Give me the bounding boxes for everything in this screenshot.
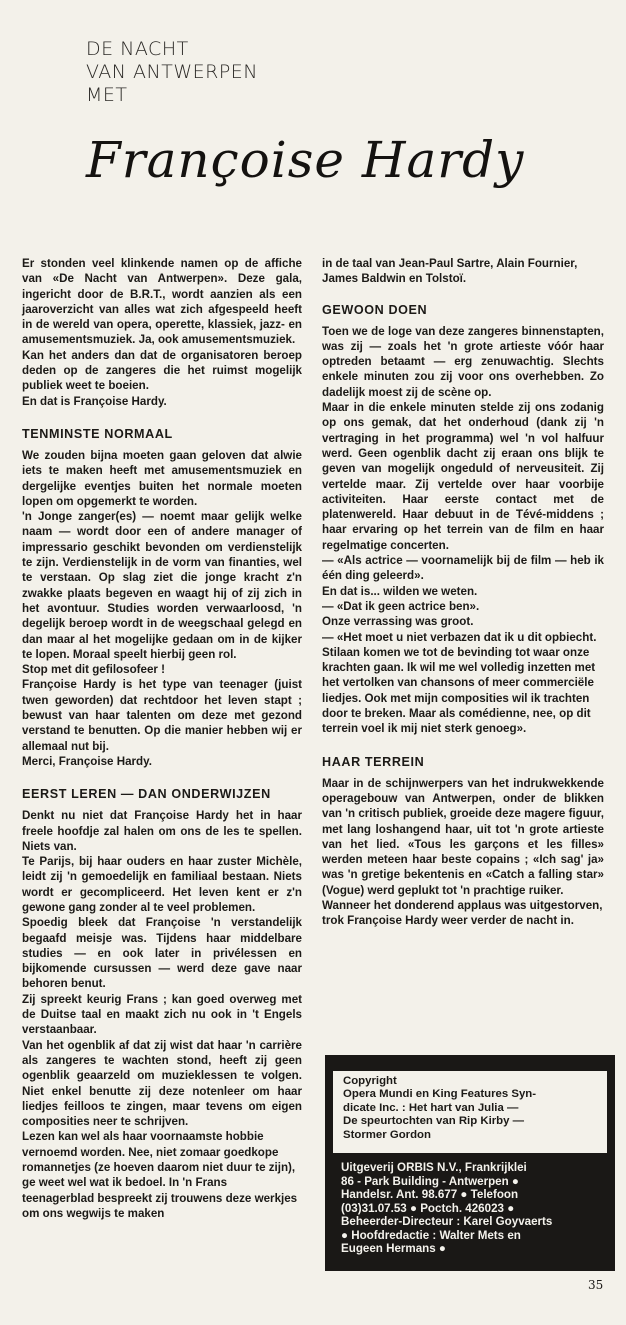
copyright-line: dicate Inc. : Het hart van Julia —	[343, 1101, 519, 1114]
paragraph: 'n Jonge zanger(es) — noemt maar gelijk welke naam — wordt door een of andere manager of impressario geschikt bevonden om verdienstelijk te zijn. Verdienstelijk in de vorm van finanties, wel te verstaan. Op slag ziet die jonge kracht z'n zwakke plaats begeven en waagt hij of zij zich in het avontuur. Studies worden verwaarloosd, 'n degelijk beroep wordt in de weegschaal gelegd en dan maar al het mogelijke gedaan om in de kijker te lopen. Moraal speelt hierbij geen rol.	[22, 510, 302, 661]
paragraph: Wanneer het donderend applaus was uitgestorven, trok Françoise Hardy weer verder de nacht in.	[322, 898, 603, 928]
publisher-line: Beheerder-Directeur : Karel Goyvaerts	[341, 1215, 553, 1228]
paragraph: Te Parijs, bij haar ouders en haar zuster Michèle, leidt zij 'n gemoedelijk en familiaal bestaan. Niets wordt er gecompliceerd. Het leven kent er z'n gewone gang zonder al te veel problemen.	[22, 855, 302, 914]
page-number: 35	[588, 1278, 604, 1292]
section-heading: HAAR TERREIN	[322, 754, 425, 769]
paragraph: Kan het anders dan dat de organisatoren beroep deden op de zangeres die het ruimst mogelijk publiek weet te boeien.	[22, 348, 302, 393]
publisher-line: (03)31.07.53 ● Poctch. 426023 ●	[341, 1201, 515, 1215]
copyright-line: De speurtochten van Rip Kirby —	[343, 1115, 525, 1128]
section-heading: EERST LEREN — DAN ONDERWIJZEN	[22, 787, 271, 802]
paragraph: En dat is... wilden we weten.	[322, 584, 478, 598]
section-heading: GEWOON DOEN	[322, 302, 428, 317]
copyright-line: Opera Mundi en King Features Syn-	[343, 1088, 537, 1101]
article-kicker	[86, 38, 258, 107]
copyright-line: Copyright	[343, 1075, 397, 1087]
paragraph: Zij spreekt keurig Frans ; kan goed overweg met de Duitse taal en maakt zich nu ook in 't Engels verstaanbaar.	[22, 992, 302, 1037]
paragraph: Spoedig bleek dat Françoise 'n verstandelijk begaafd meisje was. Tijdens haar middelbare studies — en ook later in privélessen en bijkomende cursussen — werd deze gave naar behoren benut.	[22, 916, 302, 991]
publisher-line: ● Hoofdredactie : Walter Mets en	[341, 1228, 521, 1242]
paragraph: Maar in die enkele minuten stelde zij ons zodanig op ons gemak, dat het onderhoud (dank zij 'n vertraging in het programma) wel 'n vol halfuur werd. Geen ogenblik dacht zij eraan ons blijk te geven van mogelijk ongeduld of nerveusiteit. Zij vertelde maar. Zij vertelde over haar voorbije activiteiten. Haar eerste contact met de platenwereld. Haar debuut in de Tévé-middens ; haar ervaring op het terrein van de film en haar regelmatige concerten.	[322, 401, 604, 552]
section-heading: TENMINSTE NORMAAL	[22, 426, 173, 441]
colophon-box	[325, 1055, 615, 1271]
article-title-name: Françoise Hardy	[86, 131, 525, 189]
paragraph: — «Het moet u niet verbazen dat ik u dit opbiecht. Stilaan komen we tot de bevinding tot waar onze krachten gaan. Ik wil me wel volledig inzetten met het vertolken van chansons of meer commerciële liedjes. Ook met mijn composities wil ik trachten door te breken. Maar als comédienne, nee, op dit terrein voel ik mij niet sterk genoeg».	[322, 630, 597, 736]
paragraph: Lezen kan wel als haar voornaamste hobbie vernoemd worden. Nee, niet zomaar goedkope romannetjes (ze hoeven daarom niet duur te zijn), ge weet wel wat ik bedoel. In 'n Frans teenagerblad bespreekt zij trouwens deze werkjes om ons wegwijs te maken	[22, 1130, 298, 1220]
paragraph: in de taal van Jean-Paul Sartre, Alain Fournier, James Baldwin en Tolstoï.	[322, 257, 578, 286]
kicker-line: VAN ANTWERPEN	[86, 61, 259, 83]
paragraph: — «Dat ik geen actrice ben».	[322, 599, 480, 613]
paragraph: Françoise Hardy is het type van teenager (juist twen geworden) dat rechtdoor het leven stapt ; bewust van haar talenten om deze met gezond verstand te benutten. Op die manier hebben wij er allemaal nut bij.	[22, 678, 302, 753]
copyright-notice	[333, 1071, 607, 1153]
left-column	[22, 256, 302, 1221]
copyright-line: Stormer Gordon	[343, 1128, 431, 1141]
kicker-line: MET	[86, 84, 128, 106]
publisher-line: 86 - Park Building - Antwerpen ●	[341, 1174, 519, 1188]
paragraph: Denkt nu niet dat Françoise Hardy het in haar freele hoofdje zal halen om ons de les te spellen. Niets van.	[22, 809, 302, 853]
paragraph: Merci, Françoise Hardy.	[22, 754, 152, 768]
publisher-line: Uitgeverij ORBIS N.V., Frankrijklei	[341, 1161, 527, 1174]
publisher-line: Handelsr. Ant. 98.677 ● Telefoon	[341, 1188, 519, 1201]
paragraph: We zouden bijna moeten gaan geloven dat alwie iets te maken heeft met amusementsmuziek en dergelijke eventjes buiten het normale moeten lopen om opgemerkt te worden.	[22, 448, 302, 508]
paragraph: Maar in de schijnwerpers van het indrukwekkende operagebouw van Antwerpen, onder de blikken van 'n critisch publiek, groeide deze magere figuur, met lang loshangend haar, uit tot 'n grote artieste van het lied. «Tous les garçons et les filles» werden meteen haar beste copains ; «Ich sag' ja» was 'n gretige bekentenis en «Catch a falling star» (Vogue) werd geplukt tot 'n prachtige ruiker.	[322, 776, 604, 897]
kicker-line: DE NACHT	[86, 38, 189, 60]
paragraph: Onze verrassing was groot.	[322, 615, 474, 629]
right-column	[322, 256, 604, 929]
paragraph: Stop met dit gefilosofeer !	[22, 663, 165, 677]
publisher-info	[341, 1161, 611, 1256]
paragraph: Van het ogenblik af dat zij wist dat haar 'n carrière als zangeres te wachten stond, heeft zij geen ogenblik geaarzeld om muzieklessen te volgen. Niet enkel benutte zij deze notenleer om haar liedjes feilloos te zingen, maar tevens om eigen composities neer te schrijven.	[22, 1038, 302, 1129]
publisher-line: Eugeen Hermans ●	[341, 1242, 446, 1255]
paragraph: En dat is Françoise Hardy.	[22, 394, 167, 408]
paragraph: — «Als actrice — voornamelijk bij de film — heb ik één ding geleerd».	[322, 554, 604, 583]
paragraph: Er stonden veel klinkende namen op de affiche van «De Nacht van Antwerpen». Deze gala, ingericht door de B.R.T., wordt aanzien als een jaaroverzicht van alles wat zich afgespeeld heeft in de wereld van opera, operette, klassiek, jazz- en amusementsmuziek. Ja, ook amusementsmuziek.	[22, 257, 302, 347]
paragraph: Toen we de loge van deze zangeres binnenstapten, was zij — zoals het 'n grote artieste vóór haar optreden betaamt — erg zenuwachtig. Slechts enkele minuten zou zij voor ons overhebben. Zo dadelijk moest zij de scène op.	[322, 324, 604, 399]
